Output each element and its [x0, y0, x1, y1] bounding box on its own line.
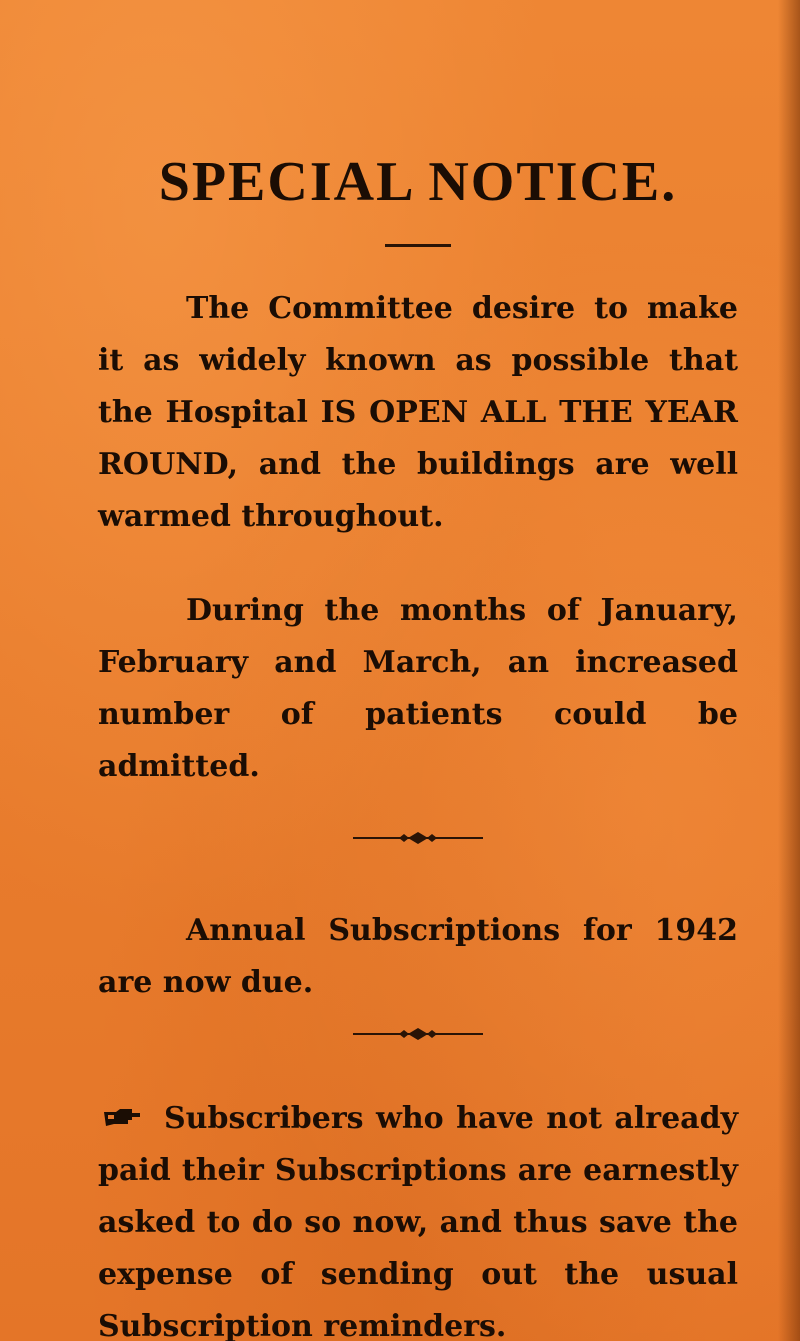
notice-content	[98, 150, 738, 1341]
ornamental-rule-icon	[353, 1027, 483, 1041]
paragraph-subscriptions-due: Annual Subscriptions for 1942 are now due.	[98, 913, 738, 1000]
notice-title: SPECIAL NOTICE.	[158, 151, 678, 213]
pointing-hand-icon	[102, 1106, 142, 1128]
paragraph-open-all-year: The Committee desire to make it as widely known as possible that the Hospital IS OPEN ALL THE YEAR ROUND, and the buildings are well warmed throughout.	[98, 291, 738, 534]
paper-edge-shadow	[778, 0, 800, 1341]
paragraph-subscribers-reminder	[98, 1093, 738, 1341]
paragraph-subscribers-text: Subscribers who have not already paid their Subscriptions are earnestly asked to do so now, and thus save the expense of sending out the usual Subscription reminders.	[98, 1101, 738, 1341]
ornamental-rule-icon	[353, 831, 483, 845]
paragraph-winter-admissions: During the months of January, February and March, an increased number of patients could be admitted.	[98, 593, 738, 784]
title-rule-divider	[385, 244, 451, 247]
